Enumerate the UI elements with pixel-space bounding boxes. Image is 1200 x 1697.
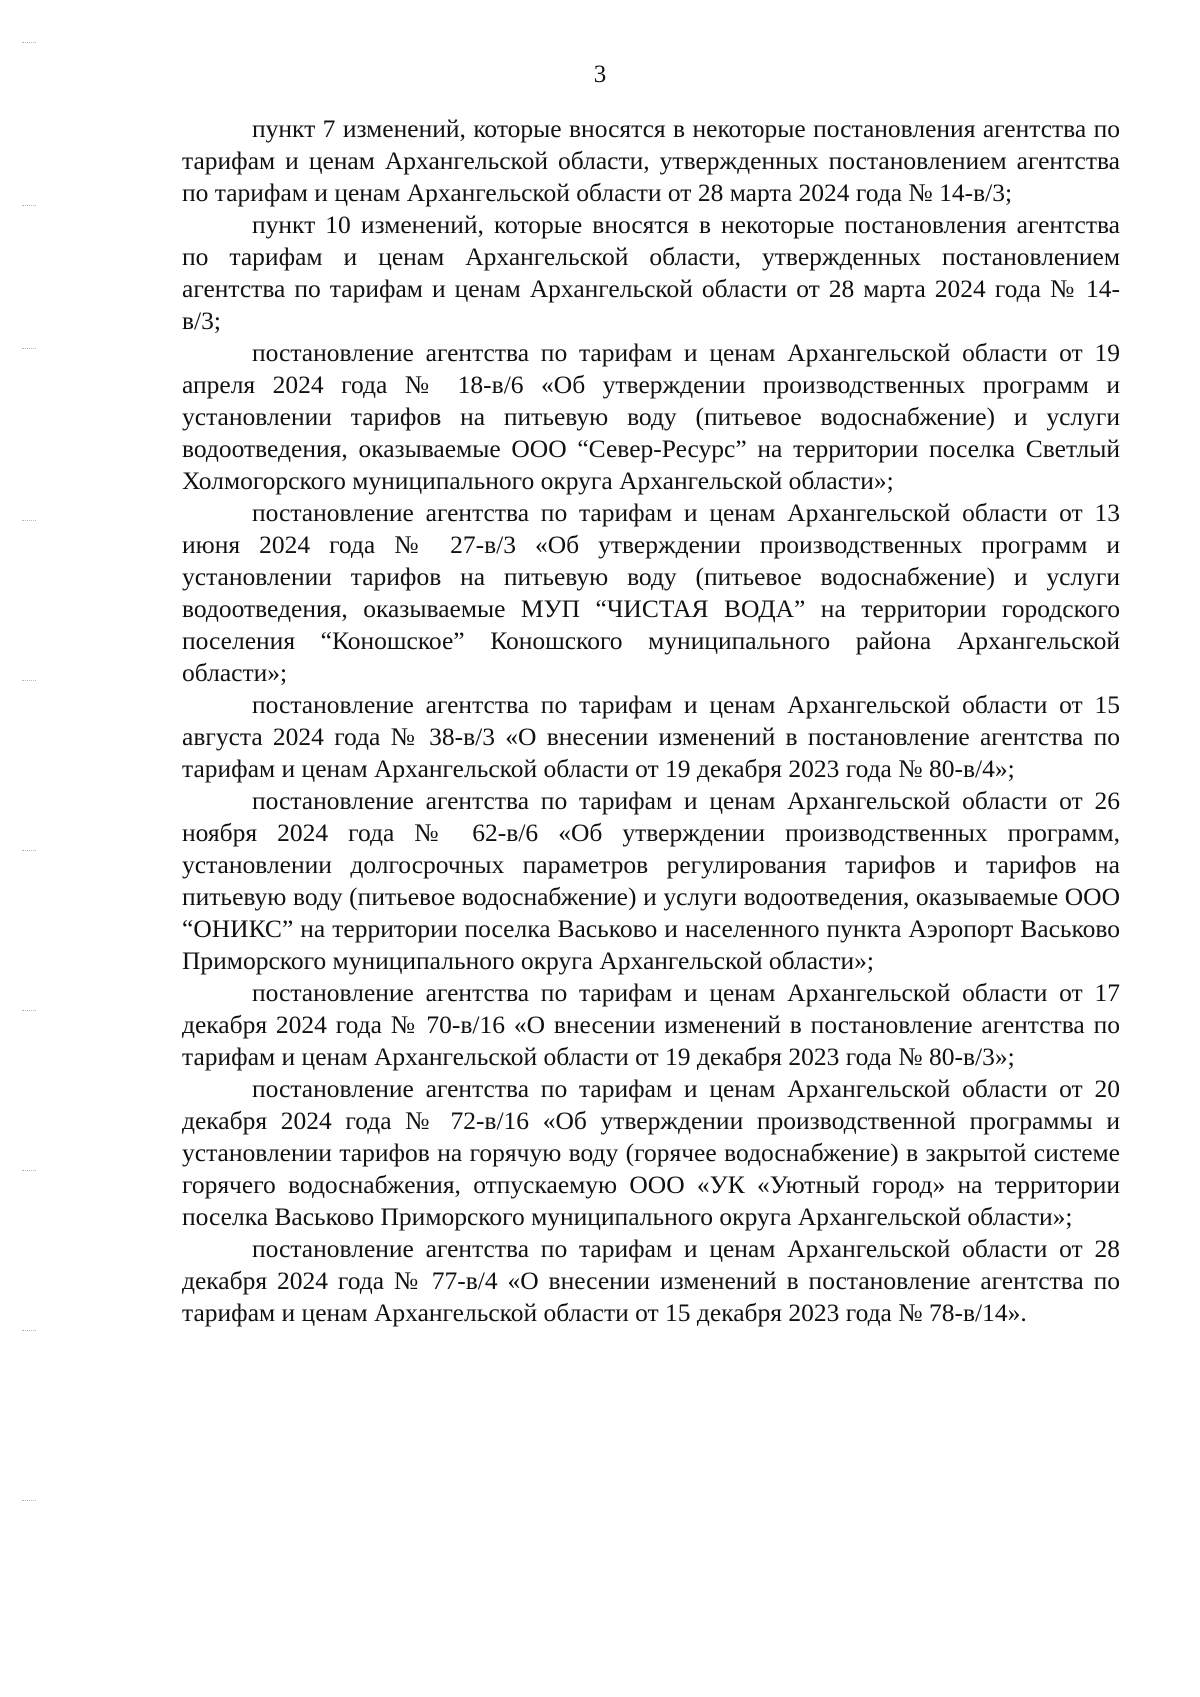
paragraph-3: постановление агентства по тарифам и ценам Архангельской области от 19 апреля 2024 года № 18-в/6 «Об утверждении производственных программ и установлении тарифов на питьевую воду (питьевое водоснабжение) и услуги водоотведения, оказываемые ООО “Север-Ресурс” на территории поселка Светлый Холмогорского муниципального округа Архангельской области»; — [182, 338, 1120, 495]
paragraph-5: постановление агентства по тарифам и ценам Архангельской области от 15 августа 2024 года № 38-в/3 «О внесении изменений в постановление агентства по тарифам и ценам Архангельской области от 19 декабря 2023 года № 80-в/4»; — [182, 690, 1120, 783]
scan-edge-marks — [22, 0, 62, 1697]
page-number: 3 — [593, 61, 607, 88]
document-body — [182, 113, 1120, 1329]
paragraph-1: пункт 7 изменений, которые вносятся в некоторые постановления агентства по тарифам и ценам Архангельской области, утвержденных постановлением агентства по тарифам и ценам Архангельской области от 28 марта 2024 года № 14-в/3; — [182, 114, 1120, 207]
paragraph-6: постановление агентства по тарифам и ценам Архангельской области от 26 ноября 2024 года № 62-в/6 «Об утверждении производственных программ, установлении долгосрочных параметров регулирования тарифов и тарифов на питьевую воду (питьевое водоснабжение) и услуги водоотведения, оказываемые ООО “ОНИКС” на территории поселка Васьково и населенного пункта Аэропорт Васьково Приморского муниципального округа Архангельской области»; — [182, 786, 1120, 975]
paragraph-7: постановление агентства по тарифам и ценам Архангельской области от 17 декабря 2024 года № 70-в/16 «О внесении изменений в постановление агентства по тарифам и ценам Архангельской области от 19 декабря 2023 года № 80-в/3»; — [182, 978, 1120, 1071]
paragraph-9: постановление агентства по тарифам и ценам Архангельской области от 28 декабря 2024 года № 77-в/4 «О внесении изменений в постановление агентства по тарифам и ценам Архангельской области от 15 декабря 2023 года № 78-в/14». — [182, 1234, 1120, 1327]
paragraph-8: постановление агентства по тарифам и ценам Архангельской области от 20 декабря 2024 года № 72-в/16 «Об утверждении производственной программы и установлении тарифов на горячую воду (горячее водоснабжение) в закрытой системе горячего водоснабжения, отпускаемую ООО «УК «Уютный город» на территории поселка Васьково Приморского муниципального округа Архангельской области»; — [182, 1074, 1120, 1231]
paragraph-4: постановление агентства по тарифам и ценам Архангельской области от 13 июня 2024 года № 27-в/3 «Об утверждении производственных программ и установлении тарифов на питьевую воду (питьевое водоснабжение) и услуги водоотведения, оказываемые МУП “ЧИСТАЯ ВОДА” на территории городского поселения “Коношское” Коношского муниципального района Архангельской области»; — [182, 498, 1120, 687]
paragraph-2: пункт 10 изменений, которые вносятся в некоторые постановления агентства по тарифам и ценам Архангельской области, утвержденных постановлением агентства по тарифам и ценам Архангельской области от 28 марта 2024 года № 14-в/3; — [182, 210, 1120, 335]
